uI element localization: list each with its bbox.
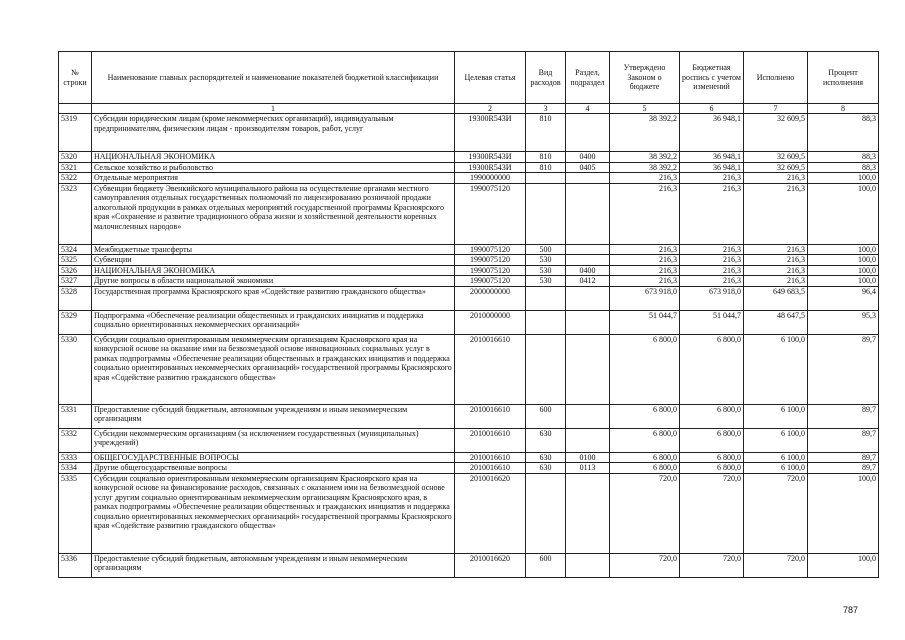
row-target-article: 2010016610 (455, 463, 526, 474)
header-section: Раздел, подраздел (566, 52, 610, 104)
row-target-article: 1990000000 (455, 173, 526, 184)
row-name: Субвенции бюджету Эвенкийского муниципального района на осуществление органами местного самоуправления отдельных государственных полномочий по лицензированию розничной продажи алкогольной продукции в рамках отдельных мероприятий государственной программы Красноярского края «Сохранение и развитие традиционного образа жизни и хозяйственной деятельности коренных малочисленных народов» (92, 183, 455, 244)
row-number: 5335 (59, 473, 92, 553)
row-section: 0405 (566, 162, 610, 173)
column-number: 7 (744, 104, 808, 114)
row-executed: 32 609,5 (744, 152, 808, 163)
header-executed: Исполнено (744, 52, 808, 104)
row-budget-roster: 6 800,0 (680, 463, 744, 474)
column-number: 4 (566, 104, 610, 114)
row-budget-roster: 6 800,0 (680, 452, 744, 463)
row-number: 5323 (59, 183, 92, 244)
budget-table (58, 51, 879, 578)
row-name: Субсидии социально ориентированным некоммерческим организациям Красноярского края на конкурсной основе на финансирование расходов, связанных с оказанием ими на безвозмездной основе услуг другим социально ориентированным некоммерческим организациям Красноярского края, в рамках подпрограммы «Обеспечение реализации общественных и гражданских инициатив и поддержка социально ориентированных некоммерческих организаций» государственной программы Красноярского края «Содействие развитию гражданского общества» (92, 473, 455, 553)
row-section: 0113 (566, 463, 610, 474)
row-expense-type: 530 (526, 255, 566, 266)
row-executed: 216,3 (744, 255, 808, 266)
row-budget-roster: 216,3 (680, 265, 744, 276)
row-executed: 216,3 (744, 265, 808, 276)
row-target-article: 1990075120 (455, 244, 526, 255)
row-approved: 38 392,2 (610, 152, 680, 163)
row-budget-roster: 36 948,1 (680, 162, 744, 173)
row-approved: 6 800,0 (610, 404, 680, 428)
column-number: 8 (808, 104, 879, 114)
row-executed: 6 100,0 (744, 463, 808, 474)
row-section (566, 255, 610, 266)
row-section (566, 428, 610, 452)
row-expense-type: 600 (526, 404, 566, 428)
row-expense-type (526, 310, 566, 334)
row-budget-roster: 720,0 (680, 473, 744, 553)
row-section: 0400 (566, 152, 610, 163)
row-percent: 88,3 (808, 152, 879, 163)
row-executed: 32 609,5 (744, 162, 808, 173)
row-budget-roster: 216,3 (680, 255, 744, 266)
row-executed: 48 647,5 (744, 310, 808, 334)
row-number: 5334 (59, 463, 92, 474)
table-row (59, 244, 879, 255)
row-approved: 6 800,0 (610, 428, 680, 452)
row-executed: 216,3 (744, 276, 808, 287)
row-executed: 216,3 (744, 173, 808, 184)
row-target-article: 19300R543И (455, 152, 526, 163)
row-budget-roster: 720,0 (680, 553, 744, 577)
row-number: 5331 (59, 404, 92, 428)
table-row (59, 162, 879, 173)
row-percent: 100,0 (808, 244, 879, 255)
row-expense-type: 530 (526, 265, 566, 276)
row-target-article: 2010016610 (455, 452, 526, 463)
row-approved: 6 800,0 (610, 334, 680, 404)
row-percent: 100,0 (808, 265, 879, 276)
page-number: 787 (843, 605, 859, 615)
table-row (59, 183, 879, 244)
row-section (566, 473, 610, 553)
row-percent: 100,0 (808, 183, 879, 244)
row-target-article: 1990075120 (455, 276, 526, 287)
row-expense-type: 630 (526, 463, 566, 474)
row-expense-type: 530 (526, 276, 566, 287)
table-row (59, 286, 879, 310)
header-approved: Утверждено Законом о бюджете (610, 52, 680, 104)
table-row (59, 473, 879, 553)
row-approved: 216,3 (610, 173, 680, 184)
row-executed: 32 609,5 (744, 114, 808, 152)
row-target-article: 2010000000 (455, 310, 526, 334)
row-target-article: 19300R543И (455, 162, 526, 173)
row-section (566, 404, 610, 428)
table-row (59, 173, 879, 184)
row-percent: 89,7 (808, 463, 879, 474)
row-expense-type: 810 (526, 114, 566, 152)
row-percent: 100,0 (808, 255, 879, 266)
row-percent: 88,3 (808, 114, 879, 152)
row-approved: 38 392,2 (610, 114, 680, 152)
row-approved: 216,3 (610, 244, 680, 255)
table-row (59, 404, 879, 428)
row-executed: 6 100,0 (744, 334, 808, 404)
row-target-article: 19300R543И (455, 114, 526, 152)
table-row (59, 114, 879, 152)
row-percent: 89,7 (808, 452, 879, 463)
row-expense-type (526, 473, 566, 553)
row-expense-type (526, 173, 566, 184)
row-expense-type (526, 334, 566, 404)
table-row (59, 255, 879, 266)
header-percent: Процент исполнения (808, 52, 879, 104)
row-expense-type: 810 (526, 152, 566, 163)
table-row (59, 310, 879, 334)
row-section (566, 553, 610, 577)
table-row (59, 452, 879, 463)
row-section: 0400 (566, 265, 610, 276)
row-percent: 89,7 (808, 428, 879, 452)
row-name: Предоставление субсидий бюджетным, автономным учреждениям и иным некоммерческим организациям (92, 553, 455, 577)
row-name: НАЦИОНАЛЬНАЯ ЭКОНОМИКА (92, 265, 455, 276)
row-section (566, 286, 610, 310)
row-executed: 216,3 (744, 244, 808, 255)
row-name: Субсидии юридическим лицам (кроме некоммерческих организаций), индивидуальным предпринимателям, физическим лицам - производителям товаров, работ, услуг (92, 114, 455, 152)
row-target-article: 2010016620 (455, 553, 526, 577)
row-approved: 6 800,0 (610, 463, 680, 474)
row-number: 5324 (59, 244, 92, 255)
row-number: 5322 (59, 173, 92, 184)
row-number: 5320 (59, 152, 92, 163)
row-name: Субсидии социально ориентированным некоммерческим организациям Красноярского края на конкурсной основе на оказание ими на безвозмездной основе инновационных социальных услуг в рамках подпрограммы «Обеспечение реализации общественных и гражданских инициатив и поддержка социально ориентированных некоммерческих организаций» государственной программы Красноярского края «Содействие развитию гражданского общества» (92, 334, 455, 404)
row-budget-roster: 216,3 (680, 244, 744, 255)
column-number-row (59, 104, 879, 114)
row-number: 5329 (59, 310, 92, 334)
row-target-article: 1990075120 (455, 265, 526, 276)
column-number: 3 (526, 104, 566, 114)
row-approved: 216,3 (610, 265, 680, 276)
table-row (59, 334, 879, 404)
column-number: 6 (680, 104, 744, 114)
row-number: 5321 (59, 162, 92, 173)
row-section: 0412 (566, 276, 610, 287)
row-executed: 6 100,0 (744, 404, 808, 428)
row-percent: 100,0 (808, 553, 879, 577)
column-number: 5 (610, 104, 680, 114)
row-percent: 88,3 (808, 162, 879, 173)
row-percent: 100,0 (808, 173, 879, 184)
row-expense-type: 500 (526, 244, 566, 255)
row-number: 5326 (59, 265, 92, 276)
row-executed: 649 683,5 (744, 286, 808, 310)
header-expense-type: Вид расходов (526, 52, 566, 104)
row-percent: 96,4 (808, 286, 879, 310)
row-expense-type (526, 183, 566, 244)
row-number: 5325 (59, 255, 92, 266)
row-budget-roster: 673 918,0 (680, 286, 744, 310)
row-name: Другие общегосударственные вопросы (92, 463, 455, 474)
row-number: 5330 (59, 334, 92, 404)
row-budget-roster: 51 044,7 (680, 310, 744, 334)
row-target-article: 2010016610 (455, 428, 526, 452)
row-expense-type: 630 (526, 452, 566, 463)
row-number: 5319 (59, 114, 92, 152)
row-section (566, 310, 610, 334)
table-header-row (59, 52, 879, 104)
row-number: 5328 (59, 286, 92, 310)
row-executed: 6 100,0 (744, 452, 808, 463)
row-target-article: 1990075120 (455, 183, 526, 244)
row-percent: 100,0 (808, 276, 879, 287)
row-name: Субсидии некоммерческим организациям (за исключением государственных (муниципальных) учреждений) (92, 428, 455, 452)
header-row-number: № строки (59, 52, 92, 104)
row-percent: 100,0 (808, 473, 879, 553)
column-number: 1 (92, 104, 455, 114)
row-expense-type: 810 (526, 162, 566, 173)
row-target-article: 1990075120 (455, 255, 526, 266)
row-approved: 216,3 (610, 276, 680, 287)
row-executed: 6 100,0 (744, 428, 808, 452)
row-executed: 216,3 (744, 183, 808, 244)
row-approved: 720,0 (610, 473, 680, 553)
row-name: Другие вопросы в области национальной экономики (92, 276, 455, 287)
row-budget-roster: 6 800,0 (680, 404, 744, 428)
row-name: НАЦИОНАЛЬНАЯ ЭКОНОМИКА (92, 152, 455, 163)
row-name: Подпрограмма «Обеспечение реализации общественных и гражданских инициатив и поддержка социально ориентированных некоммерческих организаций» (92, 310, 455, 334)
row-name: ОБЩЕГОСУДАРСТВЕННЫЕ ВОПРОСЫ (92, 452, 455, 463)
row-approved: 216,3 (610, 255, 680, 266)
row-name: Отдельные мероприятия (92, 173, 455, 184)
row-section (566, 244, 610, 255)
table-row (59, 265, 879, 276)
row-budget-roster: 36 948,1 (680, 114, 744, 152)
row-section (566, 173, 610, 184)
row-name: Предоставление субсидий бюджетным, автономным учреждениям и иным некоммерческим организациям (92, 404, 455, 428)
row-approved: 51 044,7 (610, 310, 680, 334)
row-name: Государственная программа Красноярского края «Содействие развитию гражданского общества» (92, 286, 455, 310)
row-budget-roster: 36 948,1 (680, 152, 744, 163)
row-number: 5332 (59, 428, 92, 452)
row-approved: 720,0 (610, 553, 680, 577)
header-target-article: Целевая статья (455, 52, 526, 104)
column-number (59, 104, 92, 114)
row-number: 5327 (59, 276, 92, 287)
row-name: Сельское хозяйство и рыболовство (92, 162, 455, 173)
table-row (59, 428, 879, 452)
row-target-article: 2000000000 (455, 286, 526, 310)
row-expense-type (526, 286, 566, 310)
row-number: 5336 (59, 553, 92, 577)
row-target-article: 2010016610 (455, 334, 526, 404)
table-row (59, 553, 879, 577)
row-executed: 720,0 (744, 473, 808, 553)
column-number: 2 (455, 104, 526, 114)
row-target-article: 2010016610 (455, 404, 526, 428)
row-budget-roster: 6 800,0 (680, 334, 744, 404)
row-approved: 673 918,0 (610, 286, 680, 310)
row-name: Межбюджетные трансферты (92, 244, 455, 255)
row-percent: 89,7 (808, 404, 879, 428)
row-expense-type: 630 (526, 428, 566, 452)
table-row (59, 463, 879, 474)
row-section (566, 334, 610, 404)
row-executed: 720,0 (744, 553, 808, 577)
row-target-article: 2010016620 (455, 473, 526, 553)
row-section: 0100 (566, 452, 610, 463)
row-percent: 89,7 (808, 334, 879, 404)
row-approved: 38 392,2 (610, 162, 680, 173)
row-number: 5333 (59, 452, 92, 463)
row-budget-roster: 216,3 (680, 173, 744, 184)
table-row (59, 152, 879, 163)
row-budget-roster: 216,3 (680, 276, 744, 287)
row-approved: 6 800,0 (610, 452, 680, 463)
row-approved: 216,3 (610, 183, 680, 244)
header-name: Наименование главных распорядителей и наименование показателей бюджетной классификации (92, 52, 455, 104)
table-row (59, 276, 879, 287)
row-name: Субвенции (92, 255, 455, 266)
row-percent: 95,3 (808, 310, 879, 334)
row-section (566, 114, 610, 152)
row-budget-roster: 6 800,0 (680, 428, 744, 452)
row-section (566, 183, 610, 244)
row-budget-roster: 216,3 (680, 183, 744, 244)
header-budget-roster: Бюджетная роспись с учетом изменений (680, 52, 744, 104)
row-expense-type: 600 (526, 553, 566, 577)
